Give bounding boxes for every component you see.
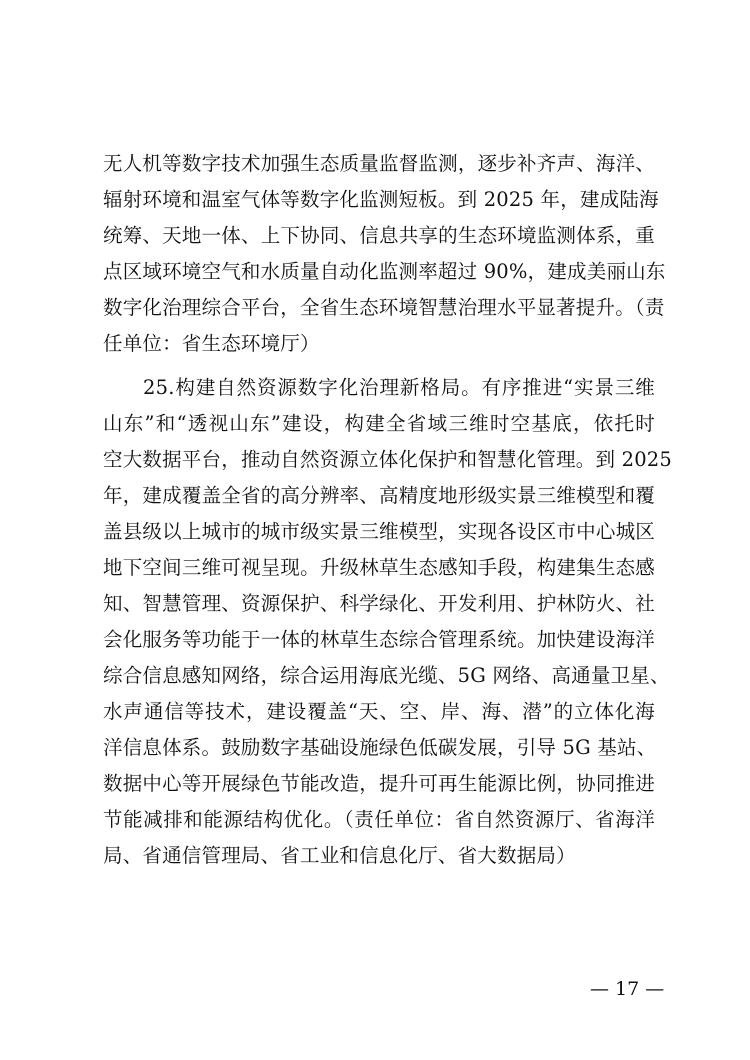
text-line: 会化服务等功能于一体的林草生态综合管理系统。加快建设海洋 (103, 628, 655, 651)
text-line: 水声通信等技术，建设覆盖“天、空、岸、海、潜”的立体化海 (103, 700, 655, 723)
page-number: — 17 — (590, 978, 665, 1000)
text-line: 点区域环境空气和水质量自动化监测率超过 90%，建成美丽山东 (103, 260, 666, 283)
text-line: 洋信息体系。鼓励数字基础设施绿色低碳发展，引导 5G 基站、 (103, 736, 657, 759)
text-line: 无人机等数字技术加强生态质量监督监测，逐步补齐声、海洋、 (103, 152, 655, 175)
text-line: 盖县级以上城市的城市级实景三维模型，实现各设区市中心城区 (103, 520, 655, 543)
text-line: 年，建成覆盖全省的高分辨率、高精度地形级实景三维模型和覆 (103, 484, 655, 507)
text-line: 节能减排和能源结构优化。（责任单位：省自然资源厅、省海洋 (103, 808, 655, 831)
text-line: 局、省通信管理局、省工业和信息化厅、省大数据局） (103, 844, 576, 867)
text-line: 空大数据平台，推动自然资源立体化保护和智慧化管理。到 2025 (103, 448, 673, 471)
text-line: 辐射环境和温室气体等数字化监测短板。到 2025 年，建成陆海 (103, 188, 659, 211)
text-line: 统筹、天地一体、上下协同、信息共享的生态环境监测体系，重 (103, 224, 655, 247)
text-line: 知、智慧管理、资源保护、科学绿化、开发利用、护林防火、社 (103, 592, 655, 615)
text-line: 数字化治理综合平台，全省生态环境智慧治理水平显著提升。（责 (103, 296, 665, 319)
text-line: 地下空间三维可视呈现。升级林草生态感知手段，构建集生态感 (103, 556, 655, 579)
text-line: 山东”和“透视山东”建设，构建全省域三维时空基底，依托时 (103, 412, 655, 435)
text-line: 数据中心等开展绿色节能改造，提升可再生能源比例，协同推进 (103, 772, 655, 795)
text-line: 25.构建自然资源数字化治理新格局。有序推进“实景三维 (143, 376, 655, 399)
text-line: 综合信息感知网络，综合运用海底光缆、5G 网络、高通量卫星、 (103, 664, 670, 687)
text-line: 任单位：省生态环境厅） (103, 332, 320, 355)
